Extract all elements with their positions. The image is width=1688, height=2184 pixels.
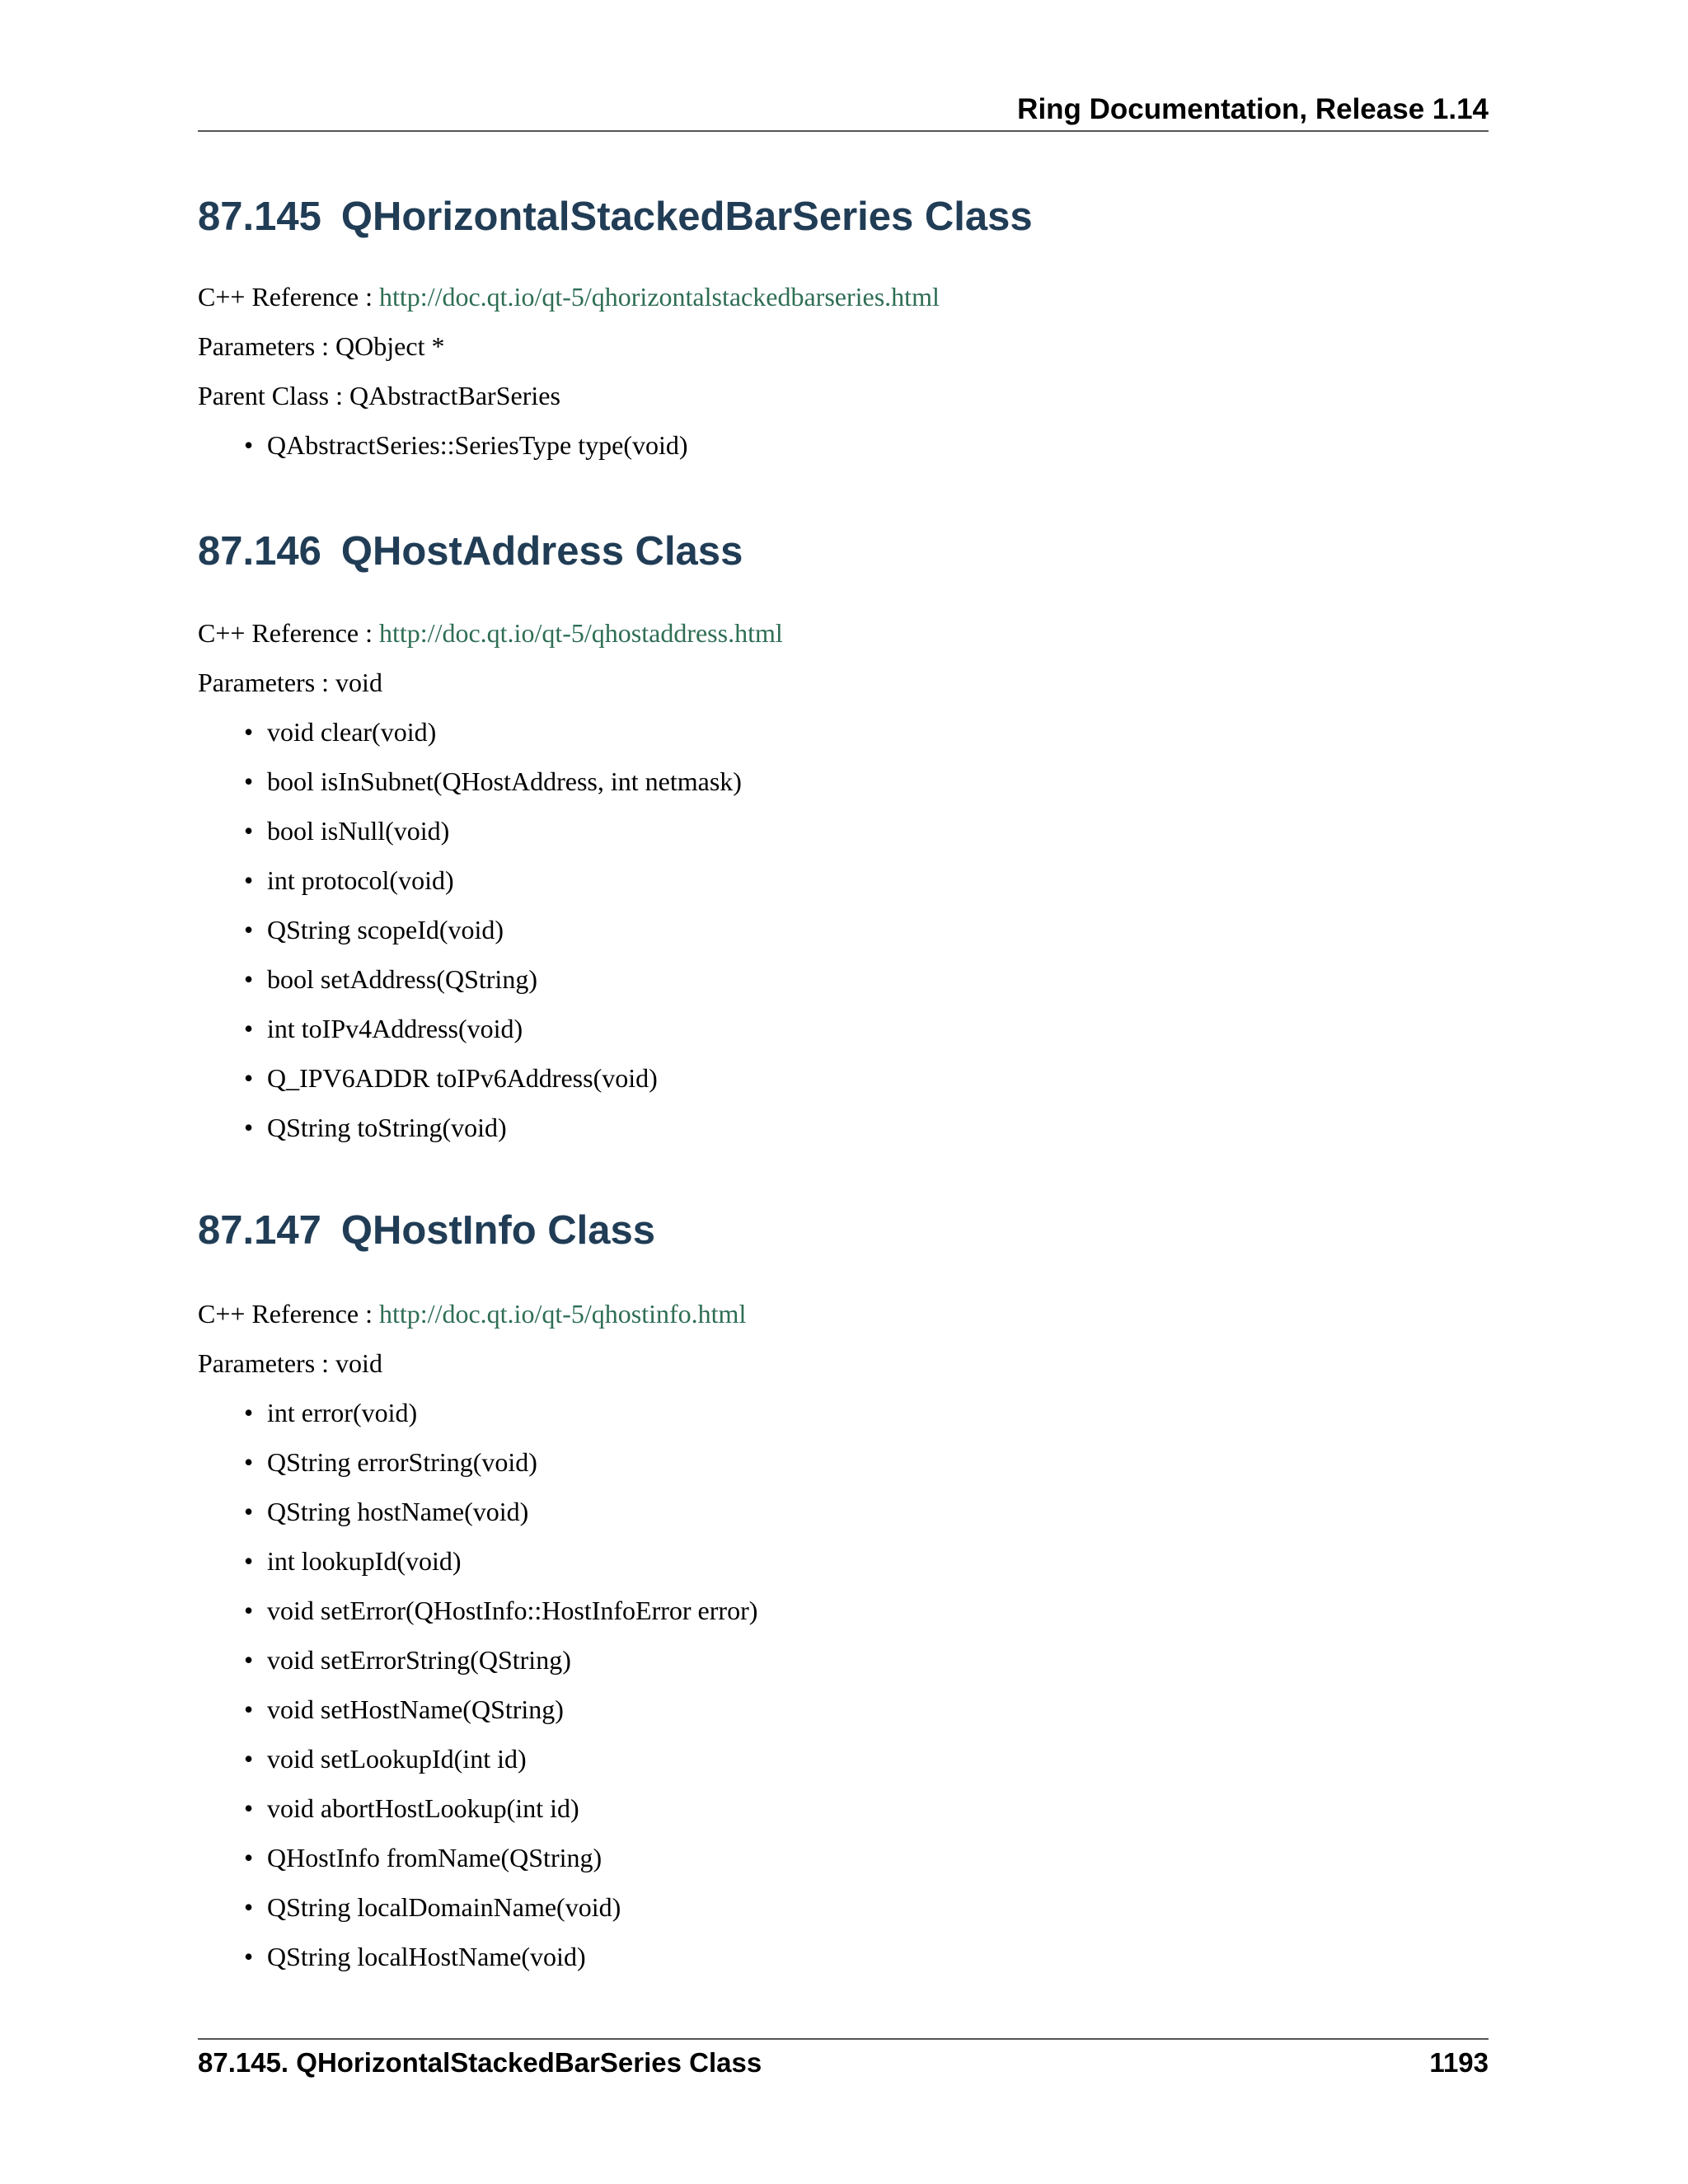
running-header: Ring Documentation, Release 1.14 bbox=[1017, 93, 1489, 125]
bullet-icon: • bbox=[244, 1398, 254, 1427]
section-title: QHostInfo Class bbox=[340, 1208, 656, 1253]
bullet-icon: • bbox=[244, 1793, 254, 1823]
cpp-reference-link[interactable]: http://doc.qt.io/qt-5/qhostinfo.html bbox=[379, 1299, 747, 1329]
bullet-icon: • bbox=[244, 430, 254, 460]
bullet-icon: • bbox=[244, 1942, 254, 1971]
list-item: • bool setAddress(QString) bbox=[198, 954, 1489, 1004]
method-list bbox=[198, 707, 1489, 1152]
section-number: 87.147 bbox=[198, 1208, 321, 1253]
cpp-reference-link[interactable]: http://doc.qt.io/qt-5/qhorizontalstackedbarseries.html bbox=[379, 282, 940, 312]
list-item: • int lookupId(void) bbox=[198, 1536, 1489, 1586]
bullet-icon: • bbox=[244, 1694, 254, 1724]
list-item: • void clear(void) bbox=[198, 707, 1489, 757]
section-87-147 bbox=[198, 1202, 1489, 1981]
list-item: • void setLookupId(int id) bbox=[198, 1734, 1489, 1783]
list-item: • QString localDomainName(void) bbox=[198, 1882, 1489, 1932]
cpp-reference-link[interactable]: http://doc.qt.io/qt-5/qhostaddress.html bbox=[379, 618, 783, 648]
list-item: • int protocol(void) bbox=[198, 855, 1489, 905]
method-list bbox=[198, 420, 1489, 470]
cpp-reference bbox=[198, 1289, 1489, 1338]
parameters-line: Parameters : QObject * bbox=[198, 331, 445, 361]
bullet-icon: • bbox=[244, 1744, 254, 1774]
footer-rule bbox=[198, 2038, 1489, 2040]
bullet-icon: • bbox=[244, 1546, 254, 1576]
list-item: • int toIPv4Address(void) bbox=[198, 1004, 1489, 1053]
bullet-icon: • bbox=[244, 1892, 254, 1922]
list-item: • bool isNull(void) bbox=[198, 806, 1489, 855]
cpp-reference-label: C++ Reference : bbox=[198, 1299, 379, 1329]
bullet-icon: • bbox=[244, 766, 254, 796]
section-heading bbox=[198, 188, 1489, 246]
list-item: • void abortHostLookup(int id) bbox=[198, 1783, 1489, 1833]
list-item: • Q_IPV6ADDR toIPv6Address(void) bbox=[198, 1053, 1489, 1103]
bullet-icon: • bbox=[244, 964, 254, 994]
cpp-reference-label: C++ Reference : bbox=[198, 282, 379, 312]
parameters-line: Parameters : void bbox=[198, 1348, 382, 1378]
section-87-146 bbox=[198, 523, 1489, 1152]
bullet-icon: • bbox=[244, 1843, 254, 1872]
list-item: • QString localHostName(void) bbox=[198, 1932, 1489, 1981]
section-heading bbox=[198, 523, 1489, 580]
bullet-icon: • bbox=[244, 1497, 254, 1526]
list-item: • void setHostName(QString) bbox=[198, 1685, 1489, 1734]
footer-section-title: 87.145. QHorizontalStackedBarSeries Class bbox=[198, 2047, 762, 2078]
bullet-icon: • bbox=[244, 865, 254, 895]
list-item: • QString errorString(void) bbox=[198, 1437, 1489, 1487]
list-item: • QAbstractSeries::SeriesType type(void) bbox=[198, 420, 1489, 470]
section-title: QHostAddress Class bbox=[340, 529, 743, 574]
list-item: • bool isInSubnet(QHostAddress, int netmask) bbox=[198, 757, 1489, 806]
section-heading bbox=[198, 1202, 1489, 1259]
cpp-reference bbox=[198, 608, 1489, 658]
bullet-icon: • bbox=[244, 1596, 254, 1625]
section-87-145 bbox=[198, 188, 1489, 470]
bullet-icon: • bbox=[244, 1113, 254, 1142]
bullet-icon: • bbox=[244, 915, 254, 944]
page-number: 1193 bbox=[1429, 2047, 1489, 2078]
parent-class-line: Parent Class : QAbstractBarSeries bbox=[198, 381, 560, 410]
bullet-icon: • bbox=[244, 1014, 254, 1043]
list-item: • QString toString(void) bbox=[198, 1103, 1489, 1152]
method-list bbox=[198, 1388, 1489, 1981]
bullet-icon: • bbox=[244, 1645, 254, 1675]
header-rule bbox=[198, 130, 1489, 132]
parameters-line: Parameters : void bbox=[198, 668, 382, 697]
list-item: • void setErrorString(QString) bbox=[198, 1635, 1489, 1685]
list-item: • QString hostName(void) bbox=[198, 1487, 1489, 1536]
running-footer bbox=[198, 2041, 1489, 2085]
bullet-icon: • bbox=[244, 816, 254, 846]
bullet-icon: • bbox=[244, 717, 254, 747]
list-item: • QString scopeId(void) bbox=[198, 905, 1489, 954]
list-item: • QHostInfo fromName(QString) bbox=[198, 1833, 1489, 1882]
cpp-reference bbox=[198, 272, 1489, 321]
bullet-icon: • bbox=[244, 1447, 254, 1477]
bullet-icon: • bbox=[244, 1063, 254, 1093]
section-number: 87.145 bbox=[198, 194, 321, 239]
section-number: 87.146 bbox=[198, 529, 321, 574]
section-title: QHorizontalStackedBarSeries Class bbox=[340, 194, 1033, 239]
list-item: • int error(void) bbox=[198, 1388, 1489, 1437]
cpp-reference-label: C++ Reference : bbox=[198, 618, 379, 648]
list-item: • void setError(QHostInfo::HostInfoError error) bbox=[198, 1586, 1489, 1635]
